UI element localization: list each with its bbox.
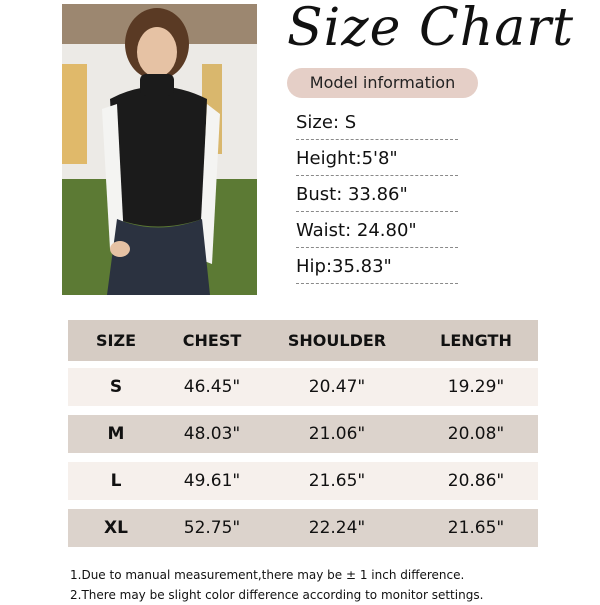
notes: [70, 565, 483, 605]
length-cell: 19.29": [447, 377, 505, 397]
length-cell: 20.86": [447, 471, 505, 491]
shoulder-cell: 21.65": [308, 471, 366, 491]
shoulder-cell: 21.06": [308, 424, 366, 444]
size-cell: S: [109, 377, 123, 397]
model-size: Size: S: [296, 104, 458, 140]
model-bust: Bust: 33.86": [296, 176, 458, 212]
size-table: [68, 320, 538, 556]
model-photo-illustration: [62, 4, 257, 295]
model-photo: [62, 4, 257, 295]
size-cell: XL: [104, 518, 128, 538]
table-row: [68, 462, 538, 500]
chest-cell: 49.61": [183, 471, 241, 491]
size-cell: M: [107, 424, 125, 444]
chest-cell: 48.03": [183, 424, 241, 444]
shoulder-cell: 22.24": [308, 518, 366, 538]
length-cell: 20.08": [447, 424, 505, 444]
table-row: [68, 415, 538, 453]
model-hip: Hip:35.83": [296, 248, 458, 284]
chest-cell: 52.75": [183, 518, 241, 538]
model-waist: Waist: 24.80": [296, 212, 458, 248]
header-chest: CHEST: [182, 331, 242, 350]
model-information-label: Model information: [287, 68, 478, 98]
table-header-row: [68, 320, 538, 361]
header-length: LENGTH: [440, 331, 512, 350]
model-height: Height:5'8": [296, 140, 458, 176]
header-shoulder: SHOULDER: [287, 331, 387, 350]
chest-cell: 46.45": [183, 377, 241, 397]
table-row: [68, 509, 538, 547]
note-color: 2.There may be slight color difference according to monitor settings.: [70, 588, 484, 602]
note-measurement: 1.Due to manual measurement,there may be ± 1 inch difference.: [70, 568, 465, 582]
shoulder-cell: 20.47": [308, 377, 366, 397]
table-row: [68, 368, 538, 406]
size-cell: L: [110, 471, 122, 491]
header-size: SIZE: [95, 331, 136, 350]
page-title: Size Chart: [287, 0, 574, 58]
model-info-list: [296, 104, 458, 284]
length-cell: 21.65": [447, 518, 505, 538]
